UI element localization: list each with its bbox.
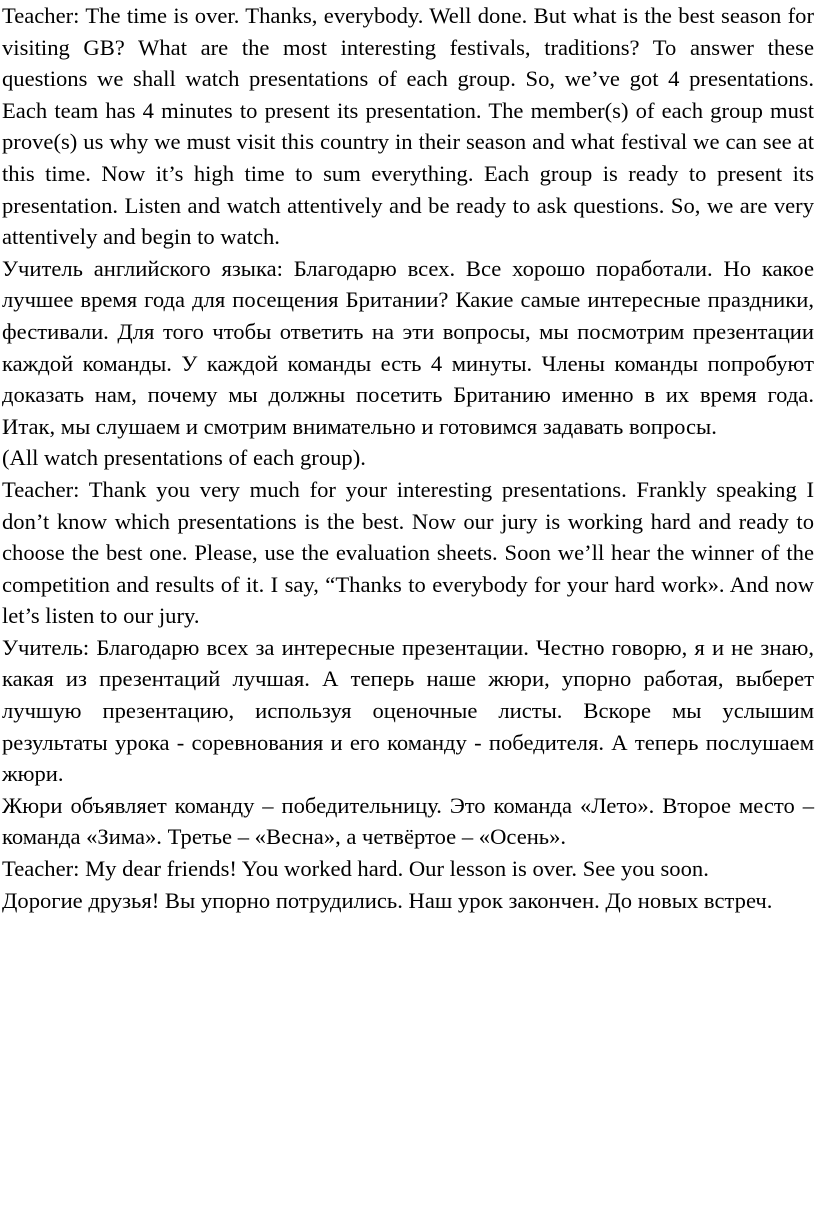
teacher-thanks-english: Teacher: Thank you very much for your interesting presentations. Frankly speaking I don’t know which presentations is the best. Now our jury is working hard and ready to choose the best one. Please, use the evaluation sheets. Soon we’ll hear the winner of the competition and results of it. I say, “Thanks to everybody for your hard work». And now let’s listen to our jury. bbox=[2, 476, 814, 629]
teacher-intro-english: Teacher: The time is over. Thanks, everybody. Well done. But what is the best season for visiting GB? What are the most interesting festivals, traditions? To answer these questions we shall watch presentations of each group. So, we’ve got 4 presentations. Each team has 4 minutes to present its presentation. The member(s) of each group must prove(s) us why we must visit this country in their season and what festival we can see at this time. Now it’s high time to sum everything. Each group is ready to present its presentation. Listen and watch attentively and be ready to ask questions. So, we are very attentively and begin to watch. bbox=[2, 3, 814, 250]
teacher-closing-english: Teacher: My dear friends! You worked hard. Our lesson is over. See you soon. bbox=[2, 856, 709, 882]
teacher-closing-russian: Дорогие друзья! Вы упорно потрудились. Наш урок закончен. До новых встреч. bbox=[2, 887, 773, 913]
stage-direction: (All watch presentations of each group). bbox=[2, 445, 366, 471]
lesson-script-text bbox=[2, 0, 814, 916]
jury-results: Жюри объявляет команду – победительницу. Это команда «Лето». Второе место – команда «Зима». Третье – «Весна», а четвёртое – «Осень». bbox=[2, 792, 814, 850]
teacher-intro-russian: Учитель английского языка: Благодарю всех. Все хорошо поработали. Но какое лучшее время года для посещения Британии? Какие самые интересные праздники, фестивали. Для того чтобы ответить на эти вопросы, мы посмотрим презентации каждой команды. У каждой команды есть 4 минуты. Члены команды попробуют доказать нам, почему мы должны посетить Британию именно в их время года. Итак, мы слушаем и смотрим внимательно и готовимся задавать вопросы. bbox=[2, 255, 814, 439]
teacher-thanks-russian: Учитель: Благодарю всех за интересные презентации. Честно говорю, я и не знаю, какая из презентаций лучшая. А теперь наше жюри, упорно работая, выберет лучшую презентацию, используя оценочные листы. Вскоре мы услышим результаты урока - соревнования и его команду - победителя. А теперь послушаем жюри. bbox=[2, 634, 814, 787]
